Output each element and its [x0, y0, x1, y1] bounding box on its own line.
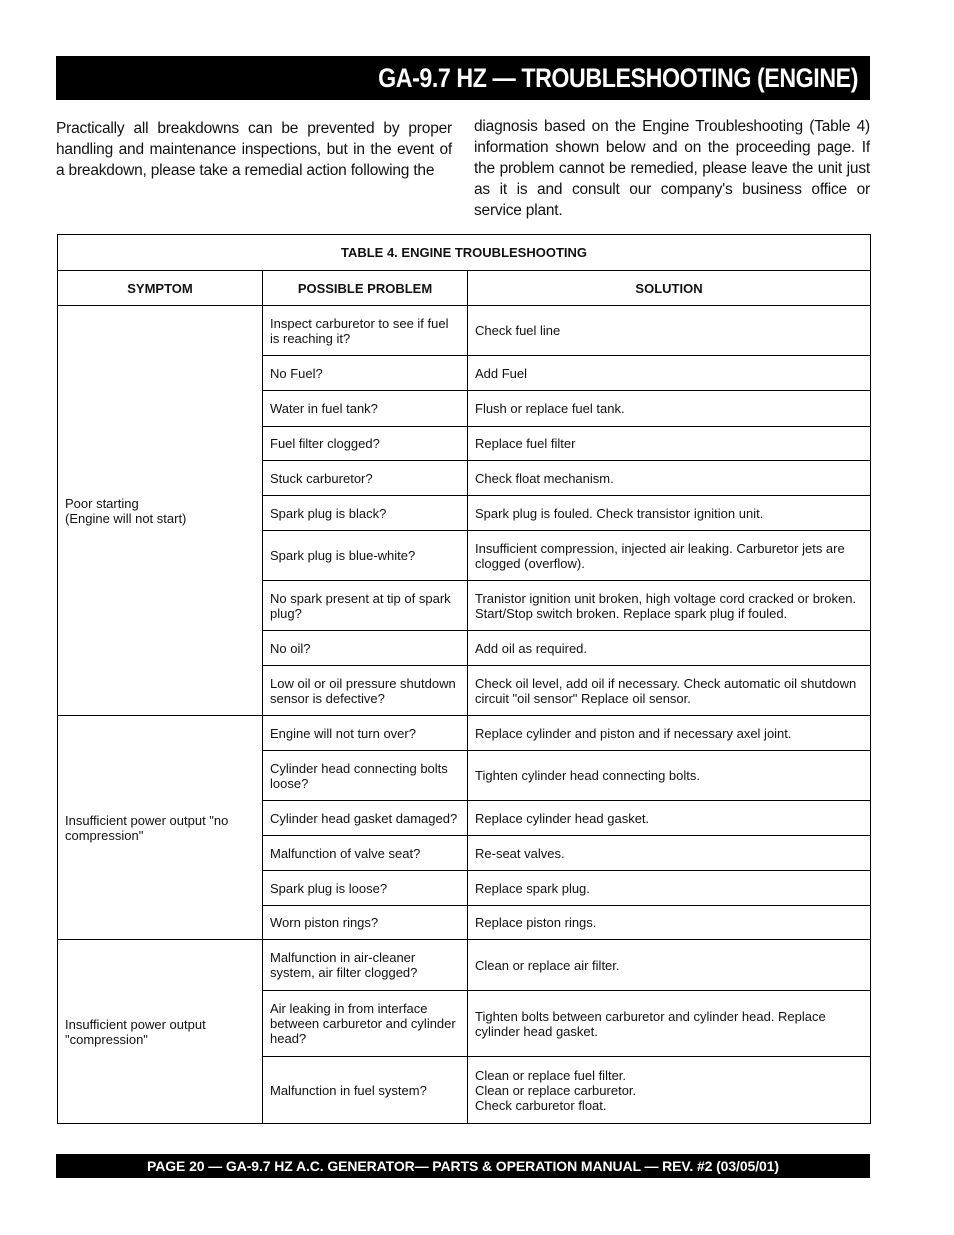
solution-cell: Check oil level, add oil if necessary. Check automatic oil shutdown circuit "oil sensor" Replace oil sensor.: [468, 666, 871, 716]
solution-cell: Add oil as required.: [468, 631, 871, 666]
solution-cell: Tighten cylinder head connecting bolts.: [468, 751, 871, 801]
solution-cell: Replace cylinder and piston and if necessary axel joint.: [468, 716, 871, 751]
solution-cell: Flush or replace fuel tank.: [468, 391, 871, 427]
possible-problem-cell: No spark present at tip of spark plug?: [263, 581, 468, 631]
symptom-cell: Insufficient power output "no compression": [58, 716, 263, 940]
symptom-cell: Poor starting (Engine will not start): [58, 306, 263, 716]
solution-cell: Add Fuel: [468, 356, 871, 391]
possible-problem-cell: Air leaking in from interface between carburetor and cylinder head?: [263, 991, 468, 1057]
page-title: GA-9.7 HZ — TROUBLESHOOTING (ENGINE): [378, 62, 858, 93]
possible-problem-cell: Worn piston rings?: [263, 906, 468, 940]
solution-cell: Clean or replace air filter.: [468, 940, 871, 991]
possible-problem-cell: Spark plug is black?: [263, 496, 468, 531]
table-row: [58, 940, 871, 991]
header-symptom: SYMPTOM: [58, 271, 263, 306]
intro-paragraph-right: diagnosis based on the Engine Troubleshooting (Table 4) information shown below and on the proceeding page. If the problem cannot be remedied, please leave the unit just as it is and consult our company's business office or service plant.: [474, 118, 870, 219]
possible-problem-cell: No oil?: [263, 631, 468, 666]
solution-cell: Check float mechanism.: [468, 461, 871, 496]
solution-cell: Replace fuel filter: [468, 427, 871, 461]
engine-troubleshooting-table: [57, 234, 871, 1124]
possible-problem-cell: Engine will not turn over?: [263, 716, 468, 751]
solution-cell: Check fuel line: [468, 306, 871, 356]
table-row: [58, 306, 871, 356]
possible-problem-cell: Cylinder head connecting bolts loose?: [263, 751, 468, 801]
possible-problem-cell: Malfunction of valve seat?: [263, 836, 468, 871]
header-possible-problem: POSSIBLE PROBLEM: [263, 271, 468, 306]
solution-cell: Tighten bolts between carburetor and cylinder head. Replace cylinder head gasket.: [468, 991, 871, 1057]
possible-problem-cell: Cylinder head gasket damaged?: [263, 801, 468, 836]
page-footer-bar: [56, 1154, 870, 1178]
possible-problem-cell: Inspect carburetor to see if fuel is reaching it?: [263, 306, 468, 356]
table-caption: TABLE 4. ENGINE TROUBLESHOOTING: [58, 235, 871, 271]
solution-cell: Replace spark plug.: [468, 871, 871, 906]
page-title-bar: [56, 56, 870, 100]
possible-problem-cell: Malfunction in air-cleaner system, air filter clogged?: [263, 940, 468, 991]
solution-cell: Spark plug is fouled. Check transistor ignition unit.: [468, 496, 871, 531]
possible-problem-cell: Low oil or oil pressure shutdown sensor is defective?: [263, 666, 468, 716]
solution-cell: Tranistor ignition unit broken, high voltage cord cracked or broken. Start/Stop switch broken. Replace spark plug if fouled.: [468, 581, 871, 631]
symptom-cell: Insufficient power output "compression": [58, 940, 263, 1124]
solution-cell: Insufficient compression, injected air leaking. Carburetor jets are clogged (overflow).: [468, 531, 871, 581]
solution-cell: Replace piston rings.: [468, 906, 871, 940]
table-header-row: [58, 271, 871, 306]
possible-problem-cell: Spark plug is blue-white?: [263, 531, 468, 581]
solution-cell: Replace cylinder head gasket.: [468, 801, 871, 836]
possible-problem-cell: Fuel filter clogged?: [263, 427, 468, 461]
possible-problem-cell: Water in fuel tank?: [263, 391, 468, 427]
possible-problem-cell: Stuck carburetor?: [263, 461, 468, 496]
solution-cell: Re-seat valves.: [468, 836, 871, 871]
table-row: [58, 716, 871, 751]
page-footer: PAGE 20 — GA-9.7 HZ A.C. GENERATOR— PARTS & OPERATION MANUAL — REV. #2 (03/05/01): [147, 1158, 779, 1174]
header-solution: SOLUTION: [468, 271, 871, 306]
intro-paragraph-left: Practically all breakdowns can be prevented by proper handling and maintenance inspections, but in the event of a breakdown, please take a remedial action following the: [56, 120, 452, 179]
solution-cell: Clean or replace fuel filter. Clean or replace carburetor. Check carburetor float.: [468, 1057, 871, 1124]
table-caption-row: [58, 235, 871, 271]
possible-problem-cell: No Fuel?: [263, 356, 468, 391]
possible-problem-cell: Spark plug is loose?: [263, 871, 468, 906]
possible-problem-cell: Malfunction in fuel system?: [263, 1057, 468, 1124]
